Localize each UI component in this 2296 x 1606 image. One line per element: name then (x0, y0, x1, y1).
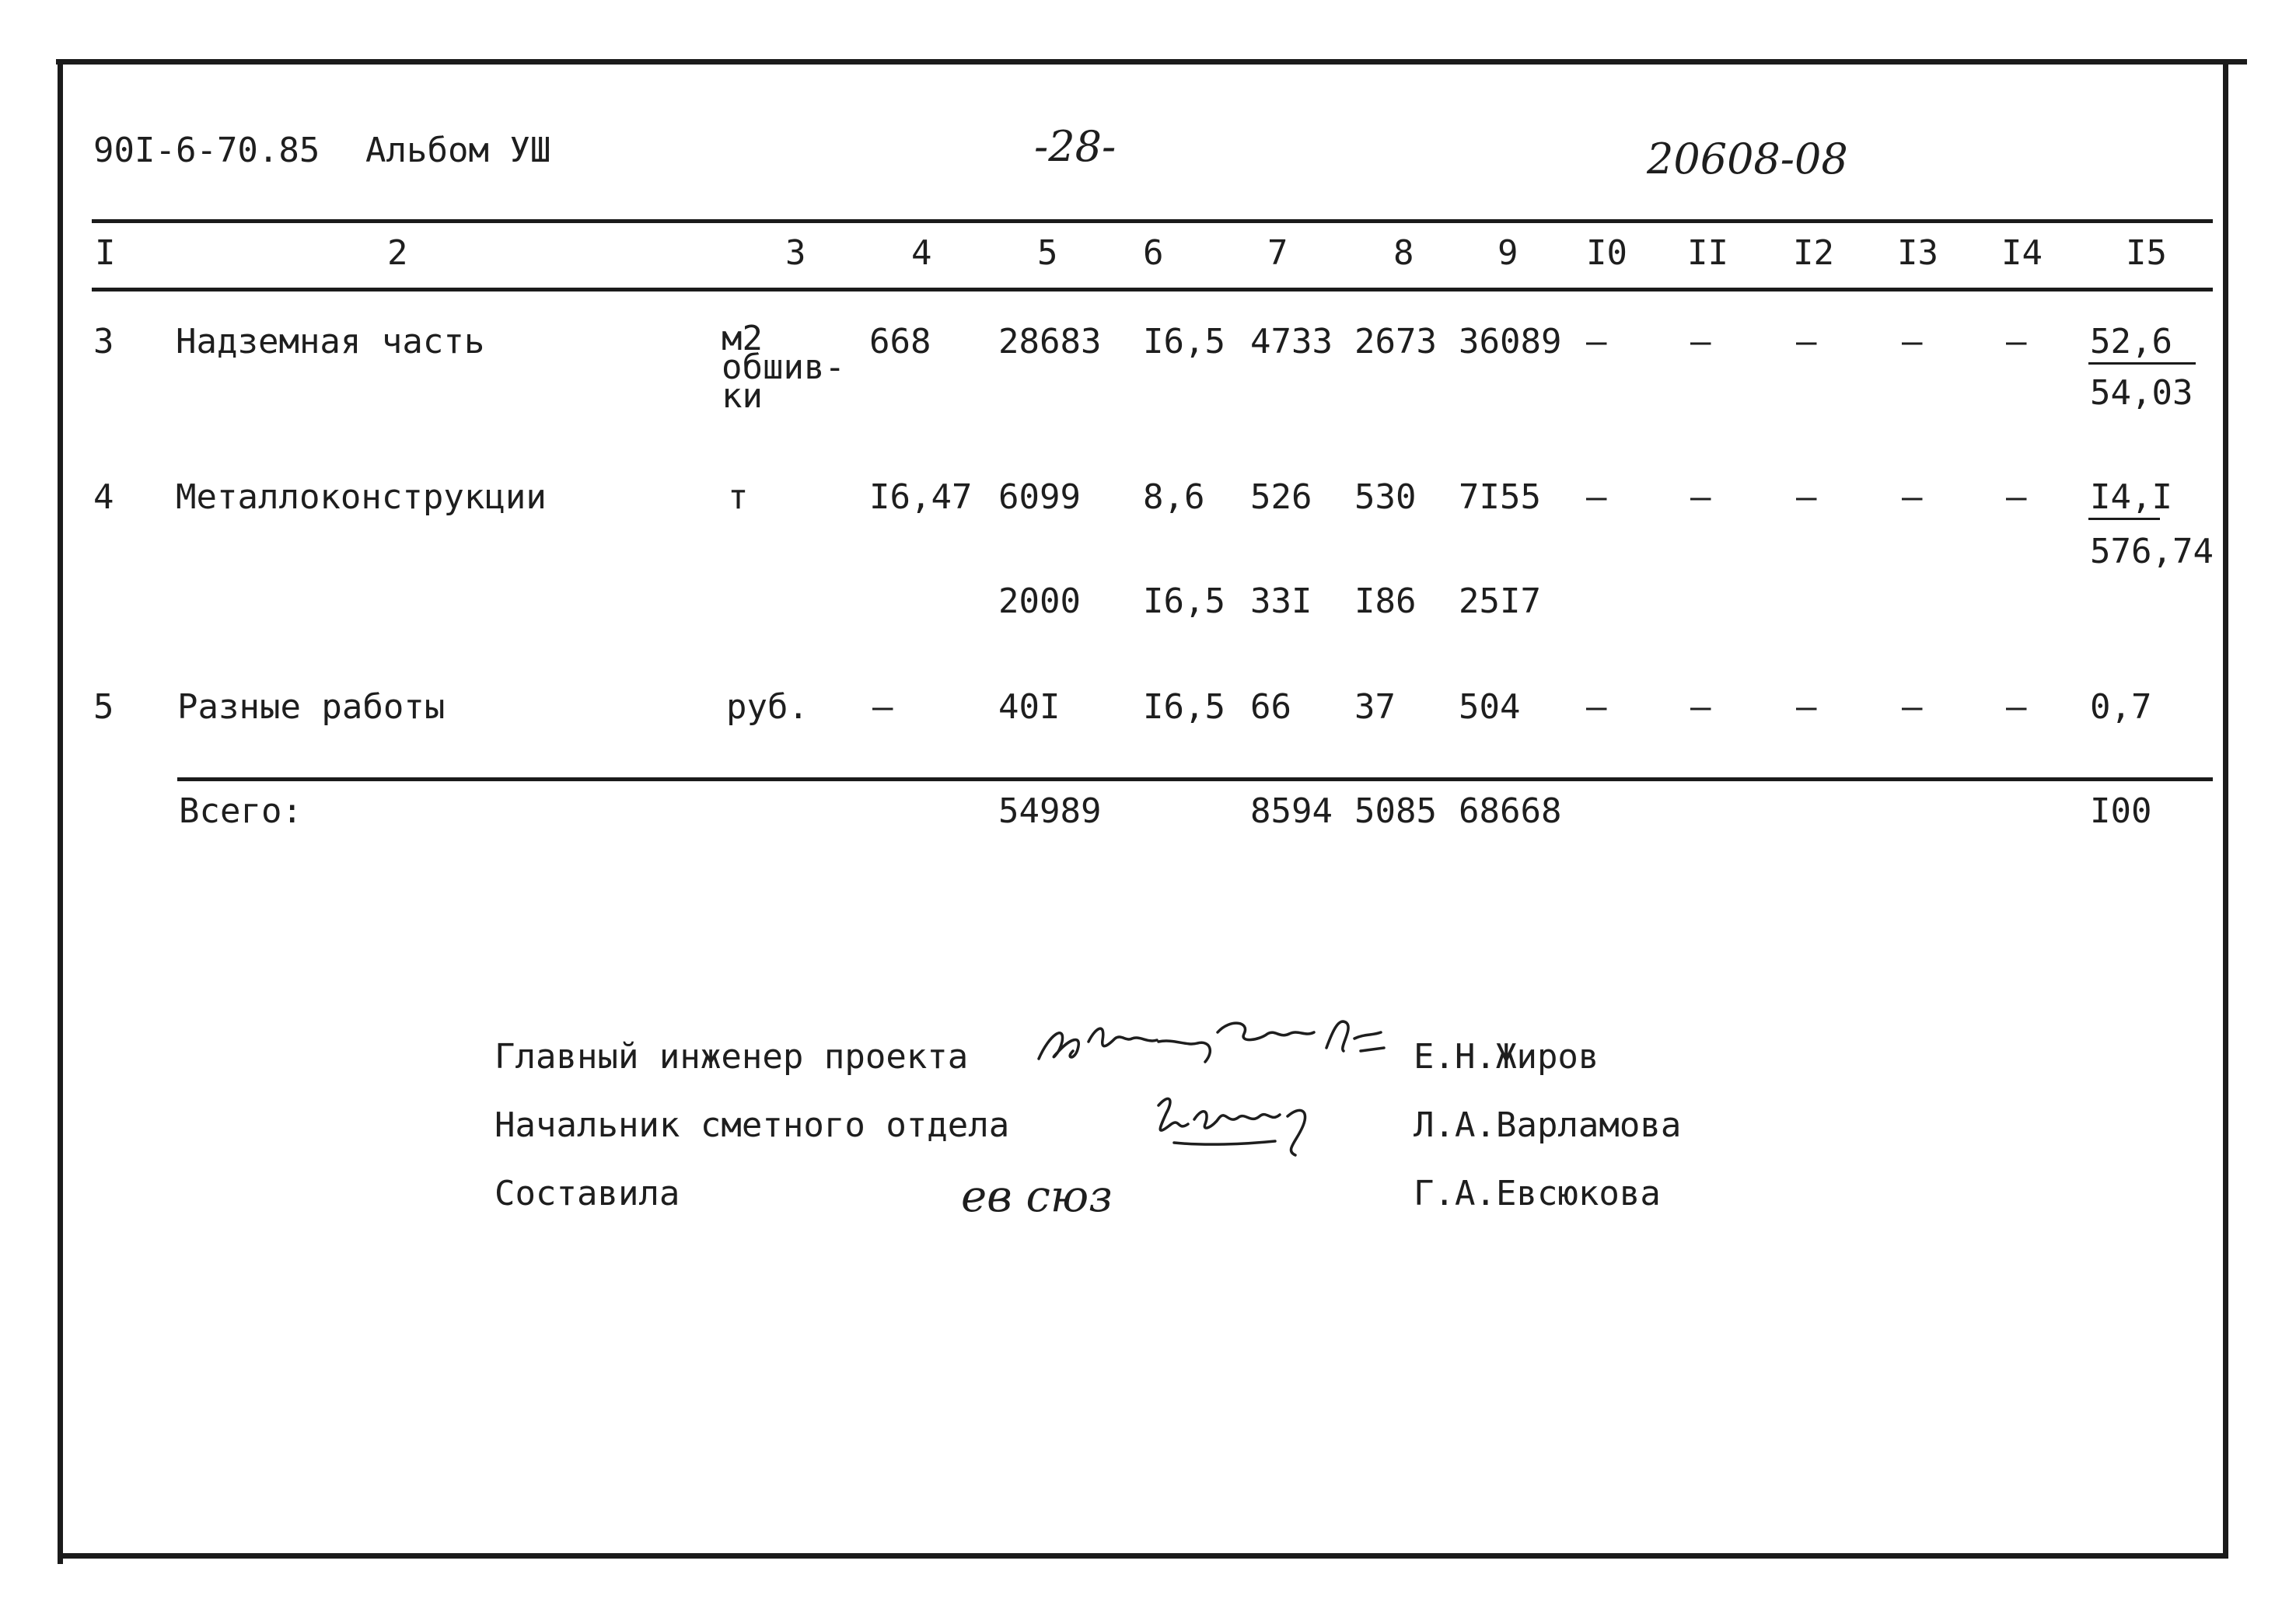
total-cell-5: 54989 (998, 791, 1102, 831)
row-cell-6: 8,6 (1143, 477, 1205, 517)
row-cell-8: 2673 (1354, 322, 1437, 361)
total-cell-15: I00 (2090, 791, 2152, 831)
row-dash-14: – (2006, 477, 2027, 517)
row-extra-cell-5: 2000 (998, 581, 1081, 621)
row-dash-10: – (1586, 687, 1607, 727)
total-cell-8: 5085 (1354, 791, 1437, 831)
row-name: Надземная часть (176, 322, 485, 361)
total-cell-7: 8594 (1250, 791, 1333, 831)
row-dash-11: – (1690, 477, 1711, 517)
album-label: Альбом УШ (365, 131, 551, 170)
row-dash-11: – (1690, 322, 1711, 361)
frame-top-border (56, 59, 2247, 65)
row-cell-9: 36089 (1459, 322, 1562, 361)
table-header-rule (92, 288, 2213, 292)
row-dash-10: – (1586, 477, 1607, 517)
total-cell-9: 68668 (1459, 791, 1562, 831)
column-header-15: I5 (2126, 233, 2167, 273)
row-dash-14: – (2006, 687, 2027, 727)
column-header-10: I0 (1586, 233, 1627, 273)
row-dash-13: – (1902, 687, 1923, 727)
total-label: Всего: (179, 791, 302, 831)
row-number: 5 (93, 687, 114, 727)
row-unit: м2 обшив- ки (722, 319, 845, 416)
signatory-role: Составила (494, 1174, 680, 1213)
signatory-role: Главный инженер проекта (494, 1037, 969, 1077)
row-cell-7: 526 (1250, 477, 1312, 517)
row-extra-cell-7: 33I (1250, 581, 1312, 621)
row-number: 4 (93, 477, 114, 517)
column-header-5: 5 (1037, 233, 1058, 273)
row-cell-4: I6,47 (869, 477, 973, 517)
document-code: 90I-6-70.85 (93, 131, 320, 170)
frame-right-border (2223, 59, 2228, 1556)
row-cell-6: I6,5 (1143, 687, 1225, 727)
row-unit: т (728, 477, 749, 517)
row-dash-12: – (1796, 322, 1817, 361)
row-extra-cell-9: 25I7 (1459, 581, 1541, 621)
row-cell-5: 28683 (998, 322, 1102, 361)
row-name: Разные работы (177, 687, 446, 727)
row-extra-cell-8: I86 (1354, 581, 1417, 621)
row-cell-4: 668 (869, 322, 931, 361)
fraction-rule (2088, 518, 2160, 520)
column-header-13: I3 (1897, 233, 1938, 273)
row-dash-12: – (1796, 477, 1817, 517)
frame-bottom-border (58, 1553, 2228, 1559)
handwritten-initials: ев сюз (961, 1171, 1113, 1222)
signatory-name: Г.А.Евсюкова (1414, 1174, 1661, 1213)
fraction-rule (2088, 362, 2196, 365)
column-header-11: II (1687, 233, 1728, 273)
row-dash-10: – (1586, 322, 1607, 361)
row-dash-13: – (1902, 322, 1923, 361)
table-top-rule (92, 219, 2213, 223)
page-number: -28- (1034, 122, 1117, 171)
row-cell-15-bottom: 576,74 (2090, 532, 2214, 571)
row-cell-6: I6,5 (1143, 322, 1225, 361)
column-header-1: I (95, 233, 116, 273)
document-stamp-number: 20608-08 (1647, 134, 1848, 183)
frame-left-border (58, 59, 63, 1564)
row-cell-8: 37 (1354, 687, 1396, 727)
row-extra-cell-6: I6,5 (1143, 581, 1225, 621)
row-cell-5: 40I (998, 687, 1061, 727)
row-dash-13: – (1902, 477, 1923, 517)
column-header-14: I4 (2001, 233, 2043, 273)
row-dash-14: – (2006, 322, 2027, 361)
row-number: 3 (93, 322, 114, 361)
row-dash-12: – (1796, 687, 1817, 727)
row-cell-9: 7I55 (1459, 477, 1541, 517)
signatory-name: Л.А.Варламова (1414, 1105, 1682, 1145)
row-cell-15-top: I4,I (2090, 477, 2172, 517)
row-cell-9: 504 (1459, 687, 1521, 727)
row-cell-15-bottom: 54,03 (2090, 373, 2193, 413)
row-unit: руб. (726, 687, 809, 727)
row-cell-4: – (872, 687, 893, 727)
handwritten-signature (1034, 1011, 1415, 1081)
row-cell-7: 66 (1250, 687, 1291, 727)
column-header-12: I2 (1793, 233, 1834, 273)
signatory-name: Е.Н.Жиров (1414, 1037, 1599, 1077)
column-header-9: 9 (1497, 233, 1518, 273)
column-header-8: 8 (1393, 233, 1414, 273)
row-cell-7: 4733 (1250, 322, 1333, 361)
row-dash-11: – (1690, 687, 1711, 727)
column-header-2: 2 (387, 233, 408, 273)
row-cell-5: 6099 (998, 477, 1081, 517)
row-cell-15: 0,7 (2090, 687, 2152, 727)
row-cell-15-top: 52,6 (2090, 322, 2172, 361)
signatory-role: Начальник сметного отдела (494, 1105, 1010, 1145)
total-rule (177, 777, 2213, 781)
column-header-3: 3 (785, 233, 806, 273)
column-header-4: 4 (911, 233, 932, 273)
column-header-6: 6 (1143, 233, 1164, 273)
handwritten-signature (1143, 1082, 1345, 1168)
row-cell-8: 530 (1354, 477, 1417, 517)
column-header-7: 7 (1267, 233, 1288, 273)
row-name: Металлоконструкции (176, 477, 547, 517)
